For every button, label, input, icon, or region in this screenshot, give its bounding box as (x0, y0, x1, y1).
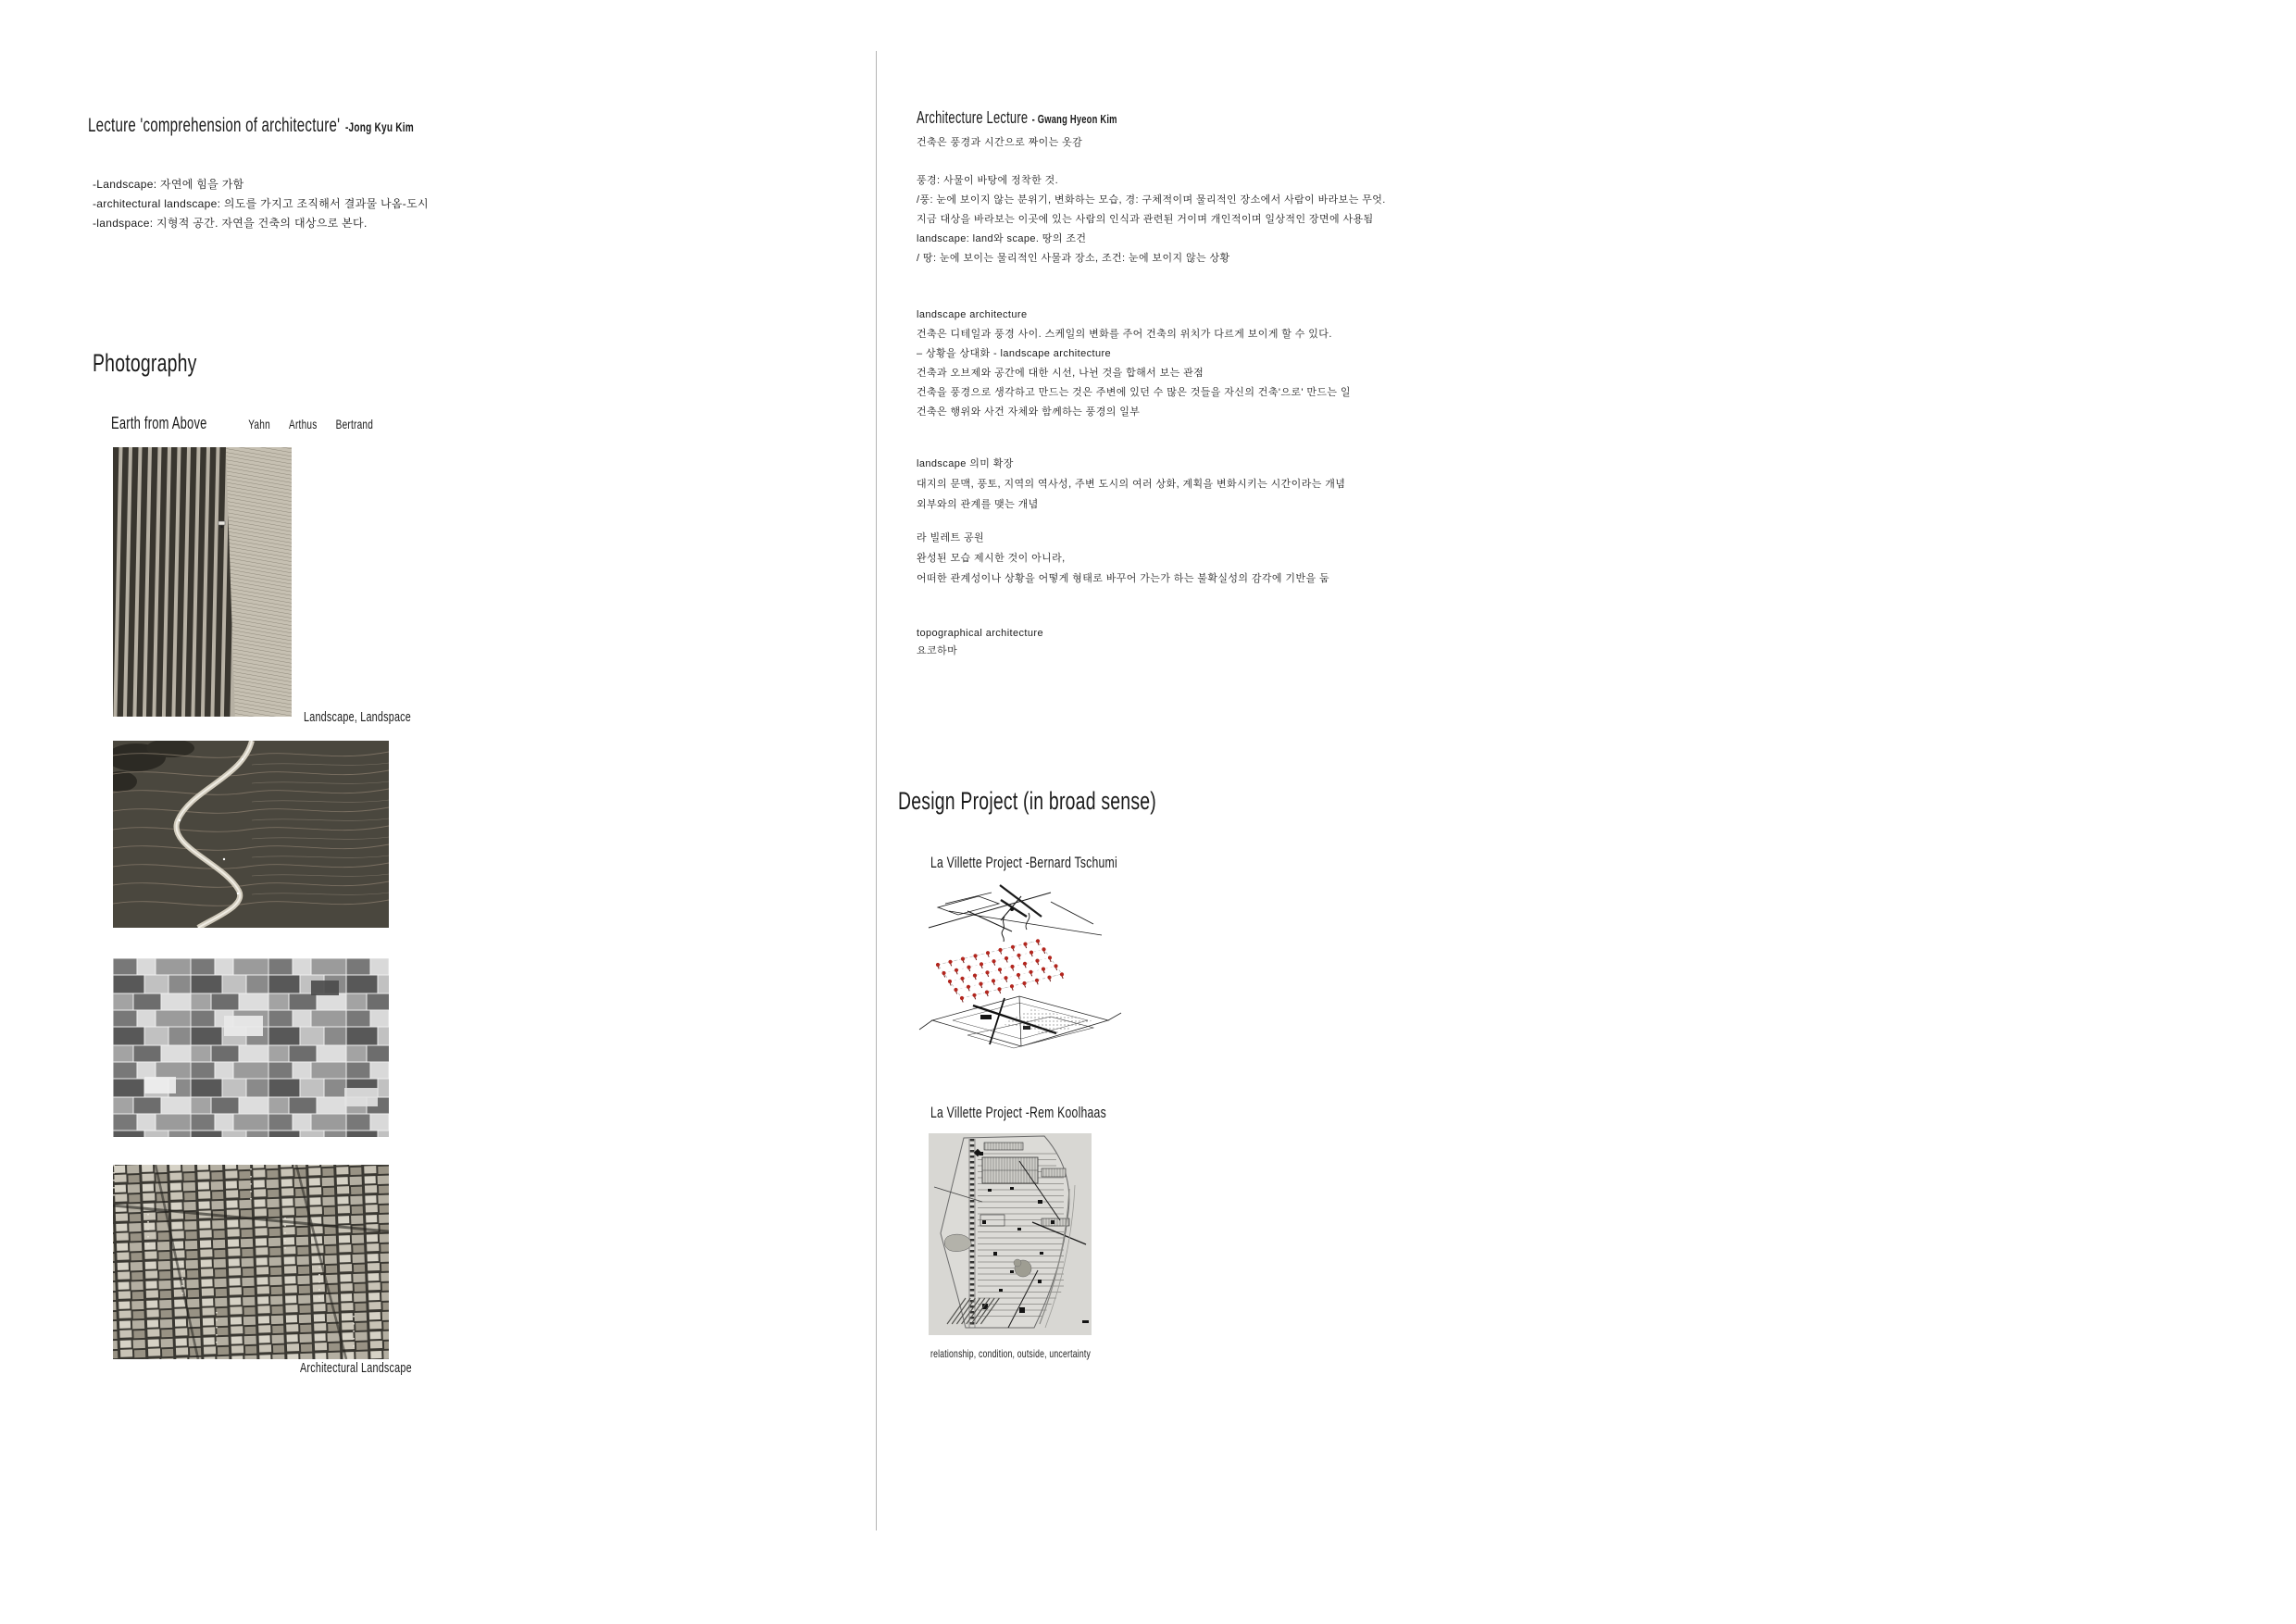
koolhaas-title-wrap (930, 1104, 1175, 1122)
village-rooftops-photo (113, 1165, 389, 1359)
note-line: landscape 의미 확장 (917, 458, 1014, 469)
architectural-caption-wrap (300, 1360, 455, 1376)
koolhaas-note: relationship, condition, outside, uncertainty (930, 1347, 1092, 1360)
column-divider (876, 51, 877, 1530)
note-line: 건축과 오브제와 공간에 대한 시선, 나뉜 것을 합해서 보는 관점 (917, 368, 1204, 379)
photographer-name: Yahn (248, 417, 270, 431)
right-subtitle: 건축은 풍경과 시간으로 짜이는 옷감 (917, 137, 1083, 148)
tschumi-title-wrap (930, 854, 1190, 872)
note-line: 지금 대상을 바라보는 이곳에 있는 사람의 인식과 관련된 거이며 개인적이며 일상적인 장면에 사용됨 (917, 214, 1374, 225)
note-line: -Landscape: 자연에 힘을 가함 (93, 178, 244, 191)
earth-from-above-label: Earth from Above (111, 414, 207, 432)
note-line: landscape architecture (917, 309, 1028, 320)
note-line: 대지의 문맥, 풍토, 지역의 역사성, 주변 도시의 여러 상화, 계획을 변화시키는 시간이라는 개념 (917, 479, 1346, 490)
koolhaas-site-plan (929, 1133, 1092, 1335)
koolhaas-note-wrap (930, 1347, 1153, 1360)
earth-from-above-row (111, 414, 475, 433)
note-line: 건축은 디테일과 풍경 사이. 스케일의 변화를 주어 건축의 위치가 다르게 보이게 할 수 있다. (917, 329, 1332, 340)
landscape-caption-wrap (304, 709, 453, 725)
note-line: 건축을 풍경으로 생각하고 만드는 것은 주변에 있던 수 많은 것들을 자신의 건축'으로' 만드는 일 (917, 387, 1351, 398)
notes-block-landscape-meaning (917, 454, 1345, 515)
tschumi-project-title: La Villette Project -Bernard Tschumi (930, 854, 1117, 871)
design-project-heading: Design Project (in broad sense) (898, 787, 1156, 815)
koolhaas-project-title: La Villette Project -Rem Koolhaas (930, 1104, 1106, 1121)
note-line: landscape: land와 scape. 땅의 조건 (917, 233, 1087, 244)
architectural-landscape-caption: Architectural Landscape (300, 1360, 412, 1376)
note-line: – 상황을 상대화 - landscape architecture (917, 348, 1112, 359)
aerial-field-photo (113, 447, 292, 717)
photographer-name: Bertrand (335, 417, 374, 431)
farmland-mosaic-photo (113, 958, 389, 1137)
notes-block-landscape-terms (917, 171, 1386, 269)
note-line: -landspace: 지형적 공간. 자연을 건축의 대상으로 본다. (93, 217, 368, 230)
note-line: 건축은 행위와 사건 자체와 함께하는 풍경의 일부 (917, 406, 1141, 418)
right-lecture-author: - Gwang Hyeon Kim (1031, 112, 1117, 126)
note-line: 완성된 모습 제시한 것이 아니라, (917, 553, 1066, 564)
note-line: 풍경: 사물이 바탕에 정착한 것. (917, 175, 1059, 186)
left-lecture-author: -Jong Kyu Kim (344, 119, 414, 134)
note-line: 어떠한 관계성이나 상황을 어떻게 형태로 바꾸어 가는가 하는 불확실성의 감각에 기반을 둠 (917, 573, 1329, 584)
notes-block-topographical (917, 625, 1043, 660)
photography-heading: Photography (93, 349, 197, 377)
note-line: / 땅: 눈에 보이는 물리적인 사물과 장소, 조건: 눈에 보이지 않는 상황 (917, 253, 1230, 264)
tschumi-axonometric-diagram (912, 880, 1129, 1069)
design-project-heading-wrap (898, 787, 1256, 816)
note-line: 라 빌레트 공원 (917, 532, 985, 543)
left-notes (93, 175, 429, 233)
notes-block-landscape-architecture (917, 306, 1351, 422)
photographer-name: Arthus (289, 417, 318, 431)
left-lecture-title: Lecture 'comprehension of architecture' (88, 115, 341, 136)
note-line: 외부와의 관계를 맺는 개념 (917, 499, 1039, 510)
right-lecture-title-row (917, 108, 1195, 128)
note-line: 요코하마 (917, 645, 958, 656)
note-line: /풍: 눈에 보이지 않는 분위기, 변화하는 모습, 경: 구체적이며 물리적인 장소에서 사람이 바라보는 무엇. (917, 194, 1386, 206)
landscape-caption: Landscape, Landspace (304, 709, 412, 725)
note-line: -architectural landscape: 의도를 가지고 조직해서 결과물 나옴-도시 (93, 197, 429, 210)
terraced-fields-photo (113, 741, 389, 928)
right-lecture-title: Architecture Lecture (917, 108, 1029, 127)
photography-heading-wrap (93, 349, 237, 378)
notes-block-la-villette (917, 528, 1329, 589)
note-line: topographical architecture (917, 628, 1043, 639)
left-lecture-title-row (88, 115, 541, 137)
